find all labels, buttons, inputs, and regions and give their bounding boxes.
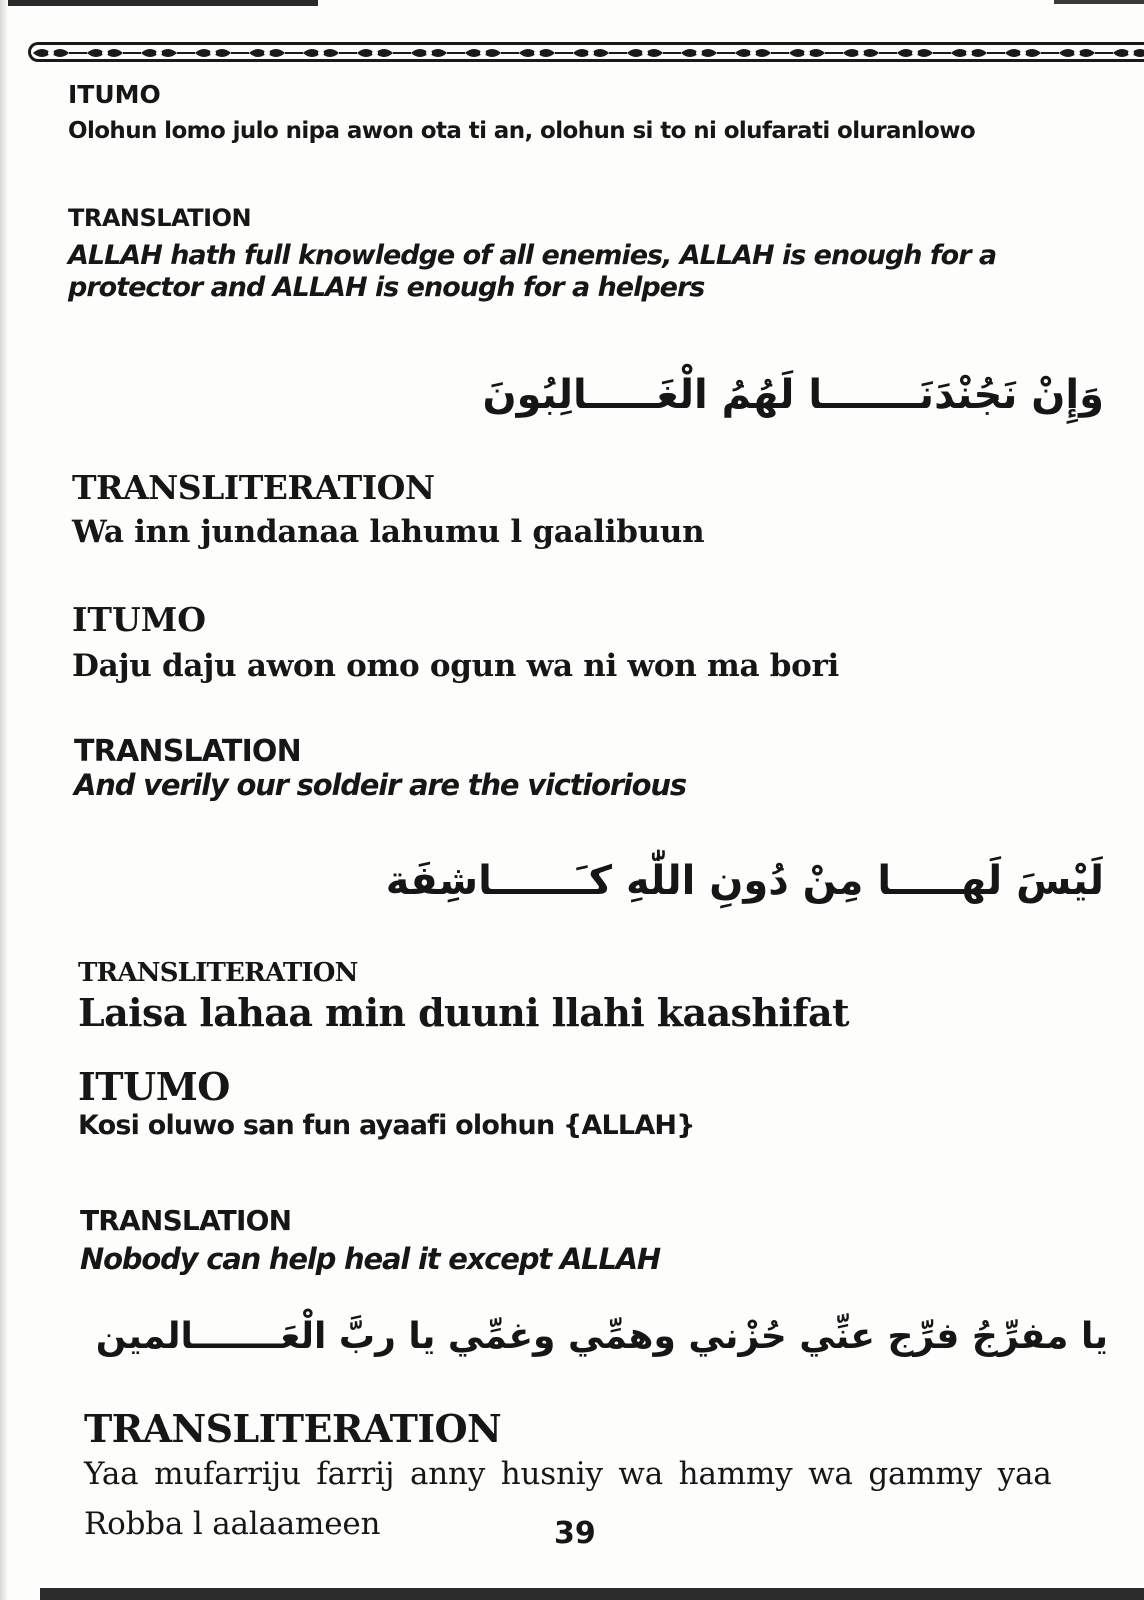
ornament-motif (627, 49, 681, 57)
transliteration-text: Wa inn jundanaa lahumu l gaalibuun (72, 514, 705, 550)
translation-heading: TRANSLATION (80, 1204, 292, 1237)
ornament-motif (1113, 49, 1144, 57)
transliteration-text: Laisa lahaa min duuni llahi kaashifat (78, 990, 849, 1035)
scan-edge-shadow (1054, 0, 1144, 4)
ornament-motif (897, 49, 951, 57)
bottom-border (40, 1588, 1144, 1600)
ornament-motif (465, 49, 519, 57)
transliteration-heading: TRANSLITERATION (78, 958, 358, 988)
ornament-motif (843, 49, 897, 57)
transliteration-text: Robba l aalaameen (84, 1506, 381, 1542)
ornament-motif (1005, 49, 1059, 57)
ornament-motif (33, 49, 87, 57)
ornament-motif (87, 49, 141, 57)
ornament-motif (249, 49, 303, 57)
translation-text: protector and ALLAH is enough for a helpers (68, 272, 705, 303)
ornament-motif (735, 49, 789, 57)
transliteration-heading: TRANSLITERATION (84, 1406, 502, 1451)
ornament-motif (411, 49, 465, 57)
translation-text: Nobody can help heal it except ALLAH (80, 1242, 660, 1276)
ornament-motif (357, 49, 411, 57)
itumo-text: Olohun lomo julo nipa awon ota ti an, olohun si to ni olufarati oluranlowo (68, 118, 976, 144)
itumo-heading: ITUMO (72, 600, 207, 639)
translation-text: ALLAH hath full knowledge of all enemies, ALLAH is enough for a (68, 240, 997, 271)
transliteration-heading: TRANSLITERATION (72, 468, 435, 507)
ornament-motif (951, 49, 1005, 57)
transliteration-text: Yaa mufarriju farrij anny husniy wa hammy wa gammy yaa (84, 1456, 1052, 1492)
translation-heading: TRANSLATION (68, 204, 252, 232)
itumo-heading: ITUMO (78, 1064, 230, 1109)
translation-heading: TRANSLATION (74, 734, 301, 769)
arabic-verse: لَيْسَ لَهـــــا مِنْ دُونِ اللّٰهِ كـَــــــاشِفَة (385, 858, 1104, 904)
ornament-motif (681, 49, 735, 57)
arabic-verse: يا مفرِّجُ فرِّج عنِّي حُزْني وهمِّي وغمِّي يا ربَّ الْعَـــــــالمين (95, 1316, 1108, 1357)
ornament-motif (303, 49, 357, 57)
ornament-motif (1059, 49, 1113, 57)
itumo-text: Kosi oluwo san fun ayaafi olohun {ALLAH} (78, 1110, 695, 1141)
ornament-motif (789, 49, 843, 57)
ornament-motif (573, 49, 627, 57)
scan-edge-shadow (0, 0, 318, 6)
itumo-heading: ITUMO (68, 80, 161, 109)
arabic-verse: وَإِنْ نَجُنْدَنَـــــــا لَهُمُ الْغَـــــالِبُونَ (482, 372, 1104, 418)
itumo-text: Daju daju awon omo ogun wa ni won ma bori (72, 648, 839, 684)
translation-text: And verily our soldeir are the victiorious (74, 768, 686, 802)
page-gutter-shadow (0, 0, 8, 1600)
ornament-motif (141, 49, 195, 57)
decorative-border (28, 42, 1144, 62)
ornament-pattern (31, 45, 1144, 61)
page-number: 39 (554, 1516, 596, 1551)
ornament-motif (519, 49, 573, 57)
ornament-motif (195, 49, 249, 57)
